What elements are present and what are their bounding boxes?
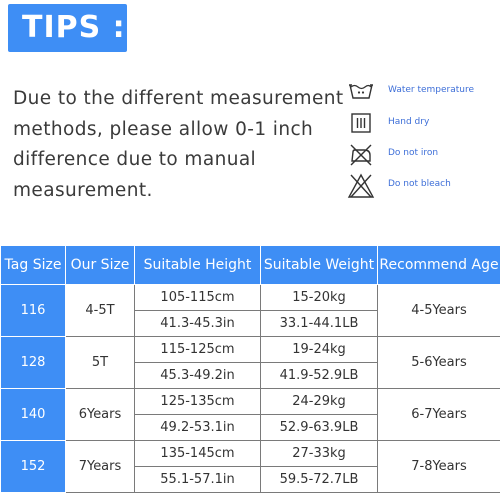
our-size-cell: 4-5T [66, 285, 135, 337]
care-label: Do not iron [388, 148, 438, 158]
height-cm-cell: 105-115cm [135, 285, 261, 311]
do-not-bleach-icon [346, 172, 376, 200]
notice-line: measurement. [13, 176, 333, 207]
notice-line: difference due to manual [13, 145, 333, 176]
weight-kg-cell: 24-29kg [261, 389, 378, 415]
tag-size-cell: 116 [1, 285, 66, 337]
our-size-cell: 7Years [66, 441, 135, 493]
tips-banner [8, 4, 127, 52]
our-size-cell: 5T [66, 337, 135, 389]
weight-kg-cell: 15-20kg [261, 285, 378, 311]
care-label: Water temperature [388, 85, 474, 95]
size-chart-table [0, 245, 500, 493]
age-cell: 6-7Years [378, 389, 500, 441]
care-item-water-temperature [346, 78, 500, 106]
care-item-hand-dry [346, 110, 500, 138]
care-label: Hand dry [388, 117, 429, 127]
weight-lb-cell: 41.9-52.9LB [261, 363, 378, 389]
care-item-do-not-iron [346, 141, 500, 169]
age-cell: 4-5Years [378, 285, 500, 337]
tips-title: TIPS : [22, 10, 126, 45]
height-cm-cell: 135-145cm [135, 441, 261, 467]
height-in-cell: 41.3-45.3in [135, 311, 261, 337]
care-item-do-not-bleach [346, 172, 500, 200]
table-row [1, 337, 500, 363]
our-size-cell: 6Years [66, 389, 135, 441]
care-label: Do not bleach [388, 179, 451, 189]
tag-size-cell: 140 [1, 389, 66, 441]
weight-kg-cell: 27-33kg [261, 441, 378, 467]
height-in-cell: 45.3-49.2in [135, 363, 261, 389]
age-cell: 5-6Years [378, 337, 500, 389]
height-cm-cell: 125-135cm [135, 389, 261, 415]
table-header-row [1, 246, 500, 285]
notice-line: methods, please allow 0-1 inch [13, 115, 333, 146]
header-recommend-age: Recommend Age [378, 246, 500, 285]
height-cm-cell: 115-125cm [135, 337, 261, 363]
tag-size-cell: 128 [1, 337, 66, 389]
header-suitable-height: Suitable Height [135, 246, 261, 285]
do-not-iron-icon [346, 141, 376, 169]
measurement-notice [13, 84, 333, 206]
table-row [1, 441, 500, 467]
tag-size-cell: 152 [1, 441, 66, 493]
age-cell: 7-8Years [378, 441, 500, 493]
weight-lb-cell: 52.9-63.9LB [261, 415, 378, 441]
weight-lb-cell: 33.1-44.1LB [261, 311, 378, 337]
height-in-cell: 55.1-57.1in [135, 467, 261, 493]
table-row [1, 285, 500, 311]
header-suitable-weight: Suitable Weight [261, 246, 378, 285]
weight-kg-cell: 19-24kg [261, 337, 378, 363]
header-tag-size: Tag Size [1, 246, 66, 285]
header-our-size: Our Size [66, 246, 135, 285]
notice-line: Due to the different measurement [13, 84, 333, 115]
weight-lb-cell: 59.5-72.7LB [261, 467, 378, 493]
table-row [1, 389, 500, 415]
wash-basin-icon [346, 78, 376, 106]
height-in-cell: 49.2-53.1in [135, 415, 261, 441]
hand-dry-icon [346, 110, 376, 138]
